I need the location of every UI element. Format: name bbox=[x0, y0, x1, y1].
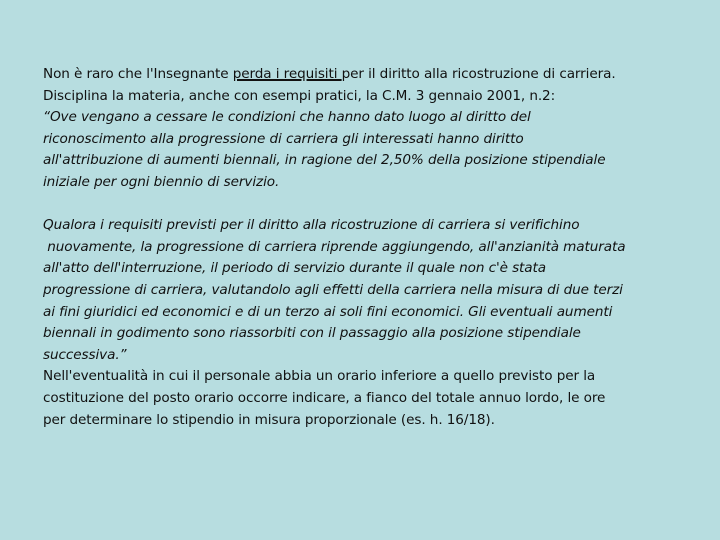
body-text bbox=[43, 64, 703, 431]
paragraph-spacer bbox=[43, 194, 703, 216]
closing-line: Nell'eventualità in cui il personale abbia un orario inferiore a quello previsto per la bbox=[43, 368, 596, 385]
quote-line: all'attribuzione di aumenti biennali, in ragione del 2,50% della posizione stipendiale bbox=[43, 152, 606, 169]
underlined-phrase: perda i requisiti bbox=[232, 66, 342, 82]
intro-line-1 bbox=[43, 64, 703, 86]
closing-line: costituzione del posto orario occorre indicare, a fianco del totale annuo lordo, le ore bbox=[43, 389, 606, 406]
quote-line: iniziale per ogni biennio di servizio. bbox=[43, 173, 280, 190]
quote-line: “Ove vengano a cessare le condizioni che hanno dato luogo al diritto del bbox=[43, 109, 531, 126]
quote-line: biennali in godimento sono riassorbiti con il passaggio alla posizione stipendiale bbox=[43, 325, 581, 342]
quote-line: all'atto dell'interruzione, il periodo di servizio durante il quale non c'è stata bbox=[43, 260, 546, 277]
quote-line: progressione di carriera, valutandolo agli effetti della carriera nella misura di due terzi bbox=[43, 281, 623, 298]
quote-line: successiva.” bbox=[43, 346, 127, 363]
intro-line-2: Disciplina la materia, anche con esempi pratici, la C.M. 3 gennaio 2001, n.2: bbox=[43, 87, 556, 104]
intro-text: Non è raro che l'Insegnante bbox=[43, 66, 233, 82]
quote-line: nuovamente, la progressione di carriera riprende aggiungendo, all'anzianità maturata bbox=[43, 238, 626, 255]
quote-line: Qualora i requisiti previsti per il diritto alla ricostruzione di carriera si verifichino bbox=[43, 217, 580, 234]
intro-text-end: per il diritto alla ricostruzione di carriera. bbox=[341, 66, 616, 82]
closing-line: per determinare lo stipendio in misura proporzionale (es. h. 16/18). bbox=[43, 411, 495, 428]
quote-line: ai fini giuridici ed economici e di un terzo ai soli fini economici. Gli eventuali aumenti bbox=[43, 303, 613, 320]
quote-line: riconoscimento alla progressione di carriera gli interessati hanno diritto bbox=[43, 130, 524, 147]
